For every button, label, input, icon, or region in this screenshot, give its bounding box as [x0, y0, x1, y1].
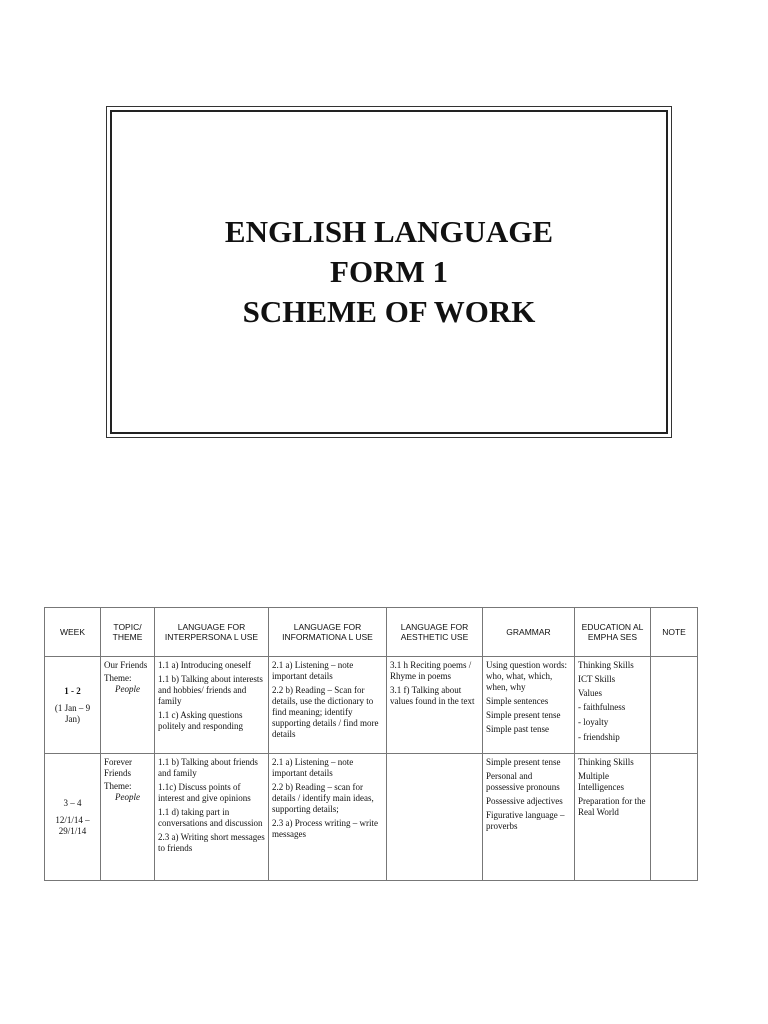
header-week: WEEK: [45, 608, 101, 657]
header-note: NOTE: [651, 608, 698, 657]
list-item: ICT Skills: [578, 674, 616, 684]
values-list: [578, 702, 647, 743]
interpersonal-cell: [155, 657, 269, 754]
table-header-row: [45, 608, 698, 657]
educational-emphases-cell: [575, 754, 651, 881]
week-number: 3 – 4: [63, 797, 82, 808]
aesthetic-cell: [387, 657, 483, 754]
list-item: 2.1 a) Listening – note important details: [272, 757, 354, 778]
grammar-cell: [483, 657, 575, 754]
value-item: - loyalty: [578, 717, 647, 728]
list-item: Using question words: who, what, which, when, why: [486, 660, 567, 692]
list-item: 2.1 a) Listening – note important details: [272, 660, 354, 681]
theme-label: Theme:: [104, 673, 132, 683]
informational-cell: [269, 657, 387, 754]
week-number: 1 - 2: [64, 685, 81, 696]
list-item: Simple sentences: [486, 696, 549, 706]
header-interpersonal: LANGUAGE FOR INTERPERSONA L USE: [155, 608, 269, 657]
table-row: [45, 754, 698, 881]
aesthetic-cell: [387, 754, 483, 881]
table-row: [45, 657, 698, 754]
title-box: [106, 106, 672, 438]
list-item: 2.2 b) Reading – scan for details / identify main ideas, supporting details;: [272, 782, 374, 814]
list-item: Values: [578, 688, 602, 698]
list-item: 2.3 a) Process writing – write messages: [272, 818, 378, 839]
theme-label: Theme:: [104, 781, 132, 791]
week-cell: [45, 657, 101, 754]
list-item: Simple past tense: [486, 724, 549, 734]
theme-name: People: [115, 684, 140, 694]
list-item: Personal and possessive pronouns: [486, 771, 560, 792]
week-dates: (1 Jan – 9 Jan): [54, 702, 91, 724]
header-topic-theme: TOPIC/ THEME: [101, 608, 155, 657]
header-educational-emphases: EDUCATION AL EMPHA SES: [575, 608, 651, 657]
value-item: - friendship: [578, 732, 647, 743]
header-aesthetic: LANGUAGE FOR AESTHETIC USE: [387, 608, 483, 657]
note-cell: [651, 657, 698, 754]
list-item: Thinking Skills: [578, 757, 634, 767]
value-item: - faithfulness: [578, 702, 647, 713]
scheme-of-work-table: [44, 607, 698, 881]
list-item: Simple present tense: [486, 710, 561, 720]
header-informational: LANGUAGE FOR INFORMATIONA L USE: [269, 608, 387, 657]
title-block: [107, 212, 671, 332]
note-cell: [651, 754, 698, 881]
list-item: 1.1c) Discuss points of interest and give opinions: [158, 782, 251, 803]
topic-cell: [101, 657, 155, 754]
topic-name: Forever Friends: [104, 757, 132, 778]
list-item: 2.3 a) Writing short messages to friends: [158, 832, 265, 853]
list-item: 1.1 b) Talking about friends and family: [158, 757, 258, 778]
header-grammar: GRAMMAR: [483, 608, 575, 657]
list-item: Possessive adjectives: [486, 796, 563, 806]
list-item: Figurative language – proverbs: [486, 810, 565, 831]
list-item: 3.1 h Reciting poems / Rhyme in poems: [390, 660, 472, 681]
theme-name: People: [115, 792, 140, 802]
week-dates: 12/1/14 – 29/1/14: [55, 814, 90, 836]
list-item: 2.2 b) Reading – Scan for details, use the dictionary to find meaning; identify supporting details / find more details: [272, 685, 379, 739]
list-item: 1.1 c) Asking questions politely and responding: [158, 710, 243, 731]
title-line-form: FORM 1: [330, 254, 448, 289]
grammar-cell: [483, 754, 575, 881]
list-item: Multiple Intelligences: [578, 771, 624, 792]
interpersonal-cell: [155, 754, 269, 881]
informational-cell: [269, 754, 387, 881]
list-item: 3.1 f) Talking about values found in the text: [390, 685, 475, 706]
title-line-scheme: SCHEME OF WORK: [242, 294, 536, 329]
list-item: Simple present tense: [486, 757, 561, 767]
week-cell: [45, 754, 101, 881]
topic-cell: [101, 754, 155, 881]
list-item: 1.1 b) Talking about interests and hobbies/ friends and family: [158, 674, 263, 706]
list-item: Thinking Skills: [578, 660, 634, 670]
educational-emphases-cell: [575, 657, 651, 754]
title-line-subject: ENGLISH LANGUAGE: [224, 214, 554, 249]
topic-name: Our Friends: [104, 660, 148, 670]
list-item: 1.1 d) taking part in conversations and discussion: [158, 807, 263, 828]
list-item: Preparation for the Real World: [578, 796, 646, 817]
list-item: 1.1 a) Introducing oneself: [158, 660, 251, 670]
